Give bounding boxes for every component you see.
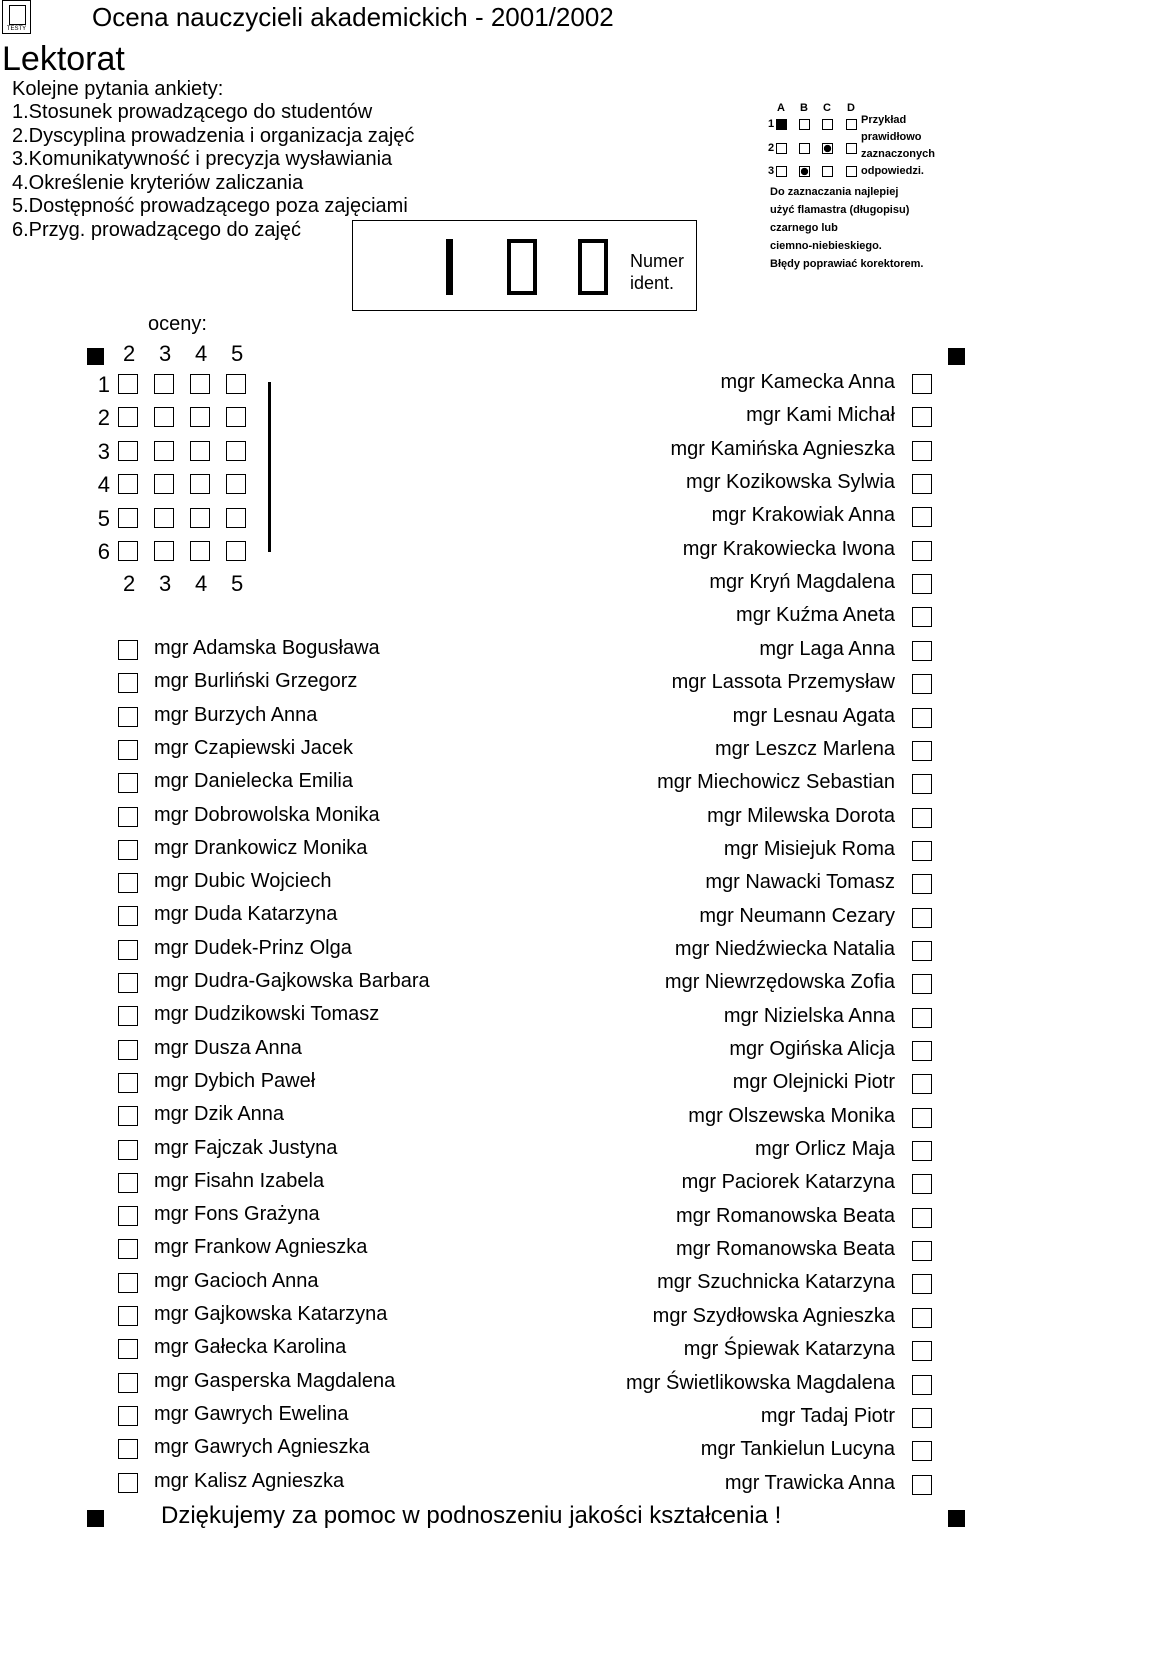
teacher-name: mgr Szuchnicka Katarzyna [657, 1271, 895, 1294]
legend-instruction: Do zaznaczania najlepiej [770, 186, 899, 198]
teacher-name: mgr Szydłowska Agnieszka [652, 1304, 895, 1327]
question-number: 5 [97, 505, 110, 531]
id-digit-3 [578, 239, 608, 295]
legend-example-text: Przykład [861, 114, 907, 126]
teacher-checkbox[interactable] [118, 873, 138, 893]
teacher-name: mgr Krakowiak Anna [711, 504, 895, 527]
teacher-name: mgr Orlicz Maja [754, 1138, 895, 1161]
grade-checkbox-q3-g5[interactable] [226, 441, 246, 461]
teacher-name: mgr Niedźwiecka Natalia [674, 937, 895, 960]
teacher-name: mgr Dzik Anna [154, 1103, 285, 1126]
teacher-name: mgr Romanowska Beata [676, 1238, 895, 1261]
grade-header-top: 5 [231, 341, 244, 366]
teacher-checkbox[interactable] [912, 607, 932, 627]
legend-instruction: Błędy poprawiać korektorem. [770, 258, 924, 270]
grade-checkbox-q3-g2[interactable] [118, 441, 138, 461]
teacher-checkbox[interactable] [118, 1173, 138, 1193]
teacher-checkbox[interactable] [118, 1206, 138, 1226]
teacher-checkbox[interactable] [912, 674, 932, 694]
teacher-checkbox[interactable] [118, 940, 138, 960]
teacher-checkbox[interactable] [118, 673, 138, 693]
legend-example-checkbox [799, 143, 810, 154]
teacher-name: mgr Laga Anna [759, 637, 895, 660]
teacher-checkbox[interactable] [118, 1273, 138, 1293]
teacher-name: mgr Świetlikowska Magdalena [625, 1371, 895, 1394]
teacher-name: mgr Paciorek Katarzyna [681, 1171, 895, 1194]
legend-example-checkbox [846, 143, 857, 154]
teacher-checkbox[interactable] [912, 774, 932, 794]
question-number: 3 [97, 438, 110, 464]
form-subtitle: Lektorat [2, 40, 125, 78]
teacher-checkbox[interactable] [118, 1239, 138, 1259]
corner-marker-top-right [948, 348, 965, 365]
grade-checkbox-q4-g4[interactable] [190, 474, 210, 494]
grade-header-bottom: 5 [231, 571, 244, 596]
legend-example-checkbox [822, 166, 833, 177]
id-number-box [352, 220, 697, 311]
question-number: 6 [97, 539, 110, 564]
legend-example-checkbox [799, 166, 810, 177]
teacher-checkbox[interactable] [118, 1473, 138, 1493]
teacher-checkbox[interactable] [118, 840, 138, 860]
question-number: 2 [97, 405, 110, 431]
teacher-checkbox[interactable] [912, 1308, 932, 1328]
teacher-name: mgr Dobrowolska Monika [154, 803, 380, 826]
teacher-name: mgr Dybich Paweł [154, 1069, 316, 1092]
teacher-name: mgr Tankielun Lucyna [700, 1438, 895, 1461]
form-title: Ocena nauczycieli akademickich - 2001/2002 [92, 2, 614, 32]
teacher-checkbox[interactable] [912, 1008, 932, 1028]
teacher-checkbox[interactable] [118, 807, 138, 827]
teacher-name: mgr Romanowska Beata [676, 1204, 895, 1227]
teacher-checkbox[interactable] [912, 1274, 932, 1294]
grade-checkbox-q2-g5[interactable] [226, 407, 246, 427]
legend-instruction: ciemno-niebieskiego. [770, 240, 882, 252]
marking-legend [768, 102, 968, 287]
id-label: Numer ident. [630, 251, 685, 293]
teacher-name: mgr Duda Katarzyna [154, 903, 338, 926]
teacher-name: mgr Gajkowska Katarzyna [154, 1303, 388, 1325]
grade-header-bottom: 4 [195, 571, 208, 596]
teacher-checkbox[interactable] [912, 574, 932, 594]
teacher-checkbox[interactable] [118, 740, 138, 760]
legend-example-text: zaznaczonych [861, 148, 935, 160]
grade-checkbox-q2-g3[interactable] [154, 407, 174, 427]
teacher-checkbox[interactable] [912, 541, 932, 561]
teacher-name: mgr Dudzikowski Tomasz [154, 1003, 380, 1026]
grade-checkbox-q6-g2[interactable] [118, 541, 138, 561]
question-item: 3.Komunikatywność i precyzja wysławiania [12, 148, 393, 171]
teacher-name: mgr Frankow Agnieszka [154, 1236, 368, 1259]
grades-label: oceny: [148, 313, 207, 335]
teacher-checkbox[interactable] [118, 906, 138, 926]
grade-header-top: 3 [159, 341, 172, 366]
legend-example-text: odpowiedzi. [861, 165, 924, 177]
question-item: 1.Stosunek prowadzącego do studentów [12, 101, 373, 123]
teacher-name: mgr Nawacki Tomasz [705, 871, 895, 894]
question-item: 5.Dostępność prowadzącego poza zajęciami [12, 195, 408, 218]
teacher-checkbox[interactable] [912, 1375, 932, 1395]
teacher-name: mgr Burzych Anna [154, 703, 318, 726]
corner-marker-bottom-left [87, 1510, 104, 1527]
teacher-name: mgr Kozikowska Sylwia [686, 471, 895, 494]
teacher-checkbox[interactable] [118, 1306, 138, 1326]
teacher-name: mgr Kami Michał [746, 404, 895, 427]
teacher-checkbox[interactable] [118, 640, 138, 660]
teacher-name: mgr Nizielska Anna [723, 1004, 895, 1027]
testy-logo [2, 0, 31, 34]
grade-checkbox-q4-g5[interactable] [226, 474, 246, 494]
grade-checkbox-q1-g4[interactable] [190, 374, 210, 394]
teacher-name: mgr Gawrych Agnieszka [154, 1436, 370, 1459]
teacher-checkbox[interactable] [912, 708, 932, 728]
teacher-name: mgr Milewska Dorota [707, 804, 895, 827]
teacher-name: mgr Neumann Cezary [699, 904, 895, 927]
grade-checkbox-q2-g2[interactable] [118, 407, 138, 427]
legend-row-number: 2 [768, 142, 775, 154]
grade-checkbox-q3-g4[interactable] [190, 441, 210, 461]
teacher-checkbox[interactable] [912, 441, 932, 461]
teacher-checkbox[interactable] [118, 973, 138, 993]
teacher-name: mgr Dudra-Gajkowska Barbara [154, 970, 430, 992]
teacher-name: mgr Czapiewski Jacek [154, 736, 353, 759]
teacher-checkbox[interactable] [912, 407, 932, 427]
legend-instruction: użyć flamastra (długopisu) [770, 204, 910, 216]
teacher-checkbox[interactable] [118, 1073, 138, 1093]
teacher-checkbox[interactable] [912, 1074, 932, 1094]
grade-checkbox-q5-g4[interactable] [190, 508, 210, 528]
teacher-checkbox[interactable] [912, 374, 932, 394]
teacher-checkbox[interactable] [118, 1406, 138, 1426]
teacher-name: mgr Śpiewak Katarzyna [683, 1338, 895, 1361]
legend-example-checkbox [776, 119, 787, 130]
grade-checkbox-q1-g2[interactable] [118, 374, 138, 394]
teacher-name: mgr Dubic Wojciech [154, 870, 332, 893]
teacher-name: mgr Fisahn Izabela [154, 1169, 325, 1192]
teacher-name: mgr Olszewska Monika [688, 1104, 895, 1127]
teacher-checkbox[interactable] [912, 1174, 932, 1194]
teacher-name: mgr Danielecka Emilia [154, 770, 353, 793]
teacher-name: mgr Kalisz Agnieszka [154, 1469, 345, 1492]
teacher-name: mgr Dusza Anna [154, 1036, 302, 1059]
legend-example-checkbox [776, 166, 787, 177]
legend-example-checkbox [846, 166, 857, 177]
grade-checkbox-q5-g5[interactable] [226, 508, 246, 528]
teacher-checkbox[interactable] [912, 1041, 932, 1061]
teacher-name: mgr Gałecka Karolina [154, 1336, 347, 1359]
teacher-name: mgr Miechowicz Sebastian [657, 771, 895, 794]
teacher-name: mgr Tadaj Piotr [760, 1404, 895, 1427]
teacher-checkbox[interactable] [912, 941, 932, 961]
question-item: 4.Określenie kryteriów zaliczania [12, 171, 304, 194]
question-number: 4 [97, 472, 110, 498]
grade-header-bottom: 3 [159, 571, 172, 596]
teacher-name: mgr Drankowicz Monika [154, 836, 368, 859]
legend-instruction: czarnego lub [770, 222, 838, 234]
grade-checkbox-q4-g2[interactable] [118, 474, 138, 494]
teacher-name: mgr Lassota Przemysław [671, 671, 895, 694]
teacher-checkbox[interactable] [912, 874, 932, 894]
grade-checkbox-q3-g3[interactable] [154, 441, 174, 461]
grade-checkbox-q6-g4[interactable] [190, 541, 210, 561]
teacher-checkbox[interactable] [912, 974, 932, 994]
questions-intro: Kolejne pytania ankiety: [12, 78, 224, 100]
teacher-name: mgr Kamińska Agnieszka [670, 437, 895, 460]
document-icon [9, 5, 26, 25]
teacher-name: mgr Misiejuk Roma [723, 837, 895, 860]
legend-example-checkbox [799, 119, 810, 130]
grade-checkbox-q2-g4[interactable] [190, 407, 210, 427]
legend-letter: A [777, 102, 785, 114]
teacher-checkbox[interactable] [118, 1439, 138, 1459]
grade-checkbox-q6-g5[interactable] [226, 541, 246, 561]
teacher-name: mgr Kamecka Anna [720, 371, 895, 393]
legend-example-checkbox [822, 119, 833, 130]
teacher-name: mgr Ogińska Alicja [729, 1038, 895, 1060]
teacher-name: mgr Gawrych Ewelina [154, 1402, 349, 1425]
grade-checkbox-q5-g2[interactable] [118, 508, 138, 528]
grade-checkbox-q1-g5[interactable] [226, 374, 246, 394]
teacher-checkbox[interactable] [912, 641, 932, 661]
teacher-checkbox[interactable] [912, 1208, 932, 1228]
teacher-checkbox[interactable] [118, 707, 138, 727]
thank-you-note: Dziękujemy za pomoc w podnoszeniu jakości kształcenia ! [161, 1502, 782, 1529]
grade-checkbox-q6-g3[interactable] [154, 541, 174, 561]
teacher-checkbox[interactable] [912, 1241, 932, 1261]
grade-checkbox-q5-g3[interactable] [154, 508, 174, 528]
logo-caption: TESTY [6, 26, 27, 32]
teacher-name: mgr Gasperska Magdalena [154, 1369, 396, 1392]
grade-header-top: 2 [123, 341, 136, 366]
id-digit-2 [507, 239, 537, 295]
teacher-checkbox[interactable] [912, 1141, 932, 1161]
teacher-checkbox[interactable] [912, 1341, 932, 1361]
corner-marker-bottom-right [948, 1510, 965, 1527]
grid-divider-line [268, 382, 271, 552]
teacher-name: mgr Trawicka Anna [724, 1471, 895, 1494]
teacher-checkbox[interactable] [912, 507, 932, 527]
teacher-checkbox[interactable] [912, 1108, 932, 1128]
teacher-checkbox[interactable] [912, 908, 932, 928]
teacher-checkbox[interactable] [118, 1106, 138, 1126]
grade-header-bottom: 2 [123, 571, 136, 596]
teacher-checkbox[interactable] [912, 1408, 932, 1428]
legend-example-checkbox [822, 143, 833, 154]
teacher-name: mgr Olejnicki Piotr [732, 1071, 895, 1094]
legend-row-number: 1 [768, 118, 775, 130]
id-digit-1 [435, 239, 465, 295]
teacher-name: mgr Kuźma Aneta [736, 604, 895, 627]
grade-checkbox-q1-g3[interactable] [154, 374, 174, 394]
legend-row-number: 3 [768, 165, 775, 177]
teacher-name: mgr Gacioch Anna [154, 1269, 319, 1292]
corner-marker-top-left [87, 348, 104, 365]
legend-letter: B [800, 102, 808, 114]
teacher-name: mgr Leszcz Marlena [714, 737, 895, 760]
teacher-name: mgr Dudek-Prinz Olga [154, 936, 352, 959]
grade-checkbox-q4-g3[interactable] [154, 474, 174, 494]
legend-example-checkbox [846, 119, 857, 130]
teacher-checkbox[interactable] [118, 1040, 138, 1060]
grade-header-top: 4 [195, 341, 208, 366]
legend-letter: C [823, 102, 831, 114]
teacher-checkbox[interactable] [912, 741, 932, 761]
question-item: 2.Dyscyplina prowadzenia i organizacja zajęć [12, 124, 415, 147]
teacher-name: mgr Adamska Bogusława [154, 637, 380, 659]
teacher-name: mgr Kryń Magdalena [709, 571, 895, 594]
teacher-checkbox[interactable] [118, 1339, 138, 1359]
teacher-checkbox[interactable] [912, 1441, 932, 1461]
teacher-checkbox[interactable] [118, 1140, 138, 1160]
legend-example-text: prawidłowo [861, 131, 922, 143]
teacher-checkbox[interactable] [118, 1373, 138, 1393]
teacher-checkbox[interactable] [118, 1006, 138, 1026]
question-number: 1 [97, 372, 110, 397]
legend-example-checkbox [776, 143, 787, 154]
legend-letter: D [847, 102, 855, 114]
teacher-checkbox[interactable] [912, 1475, 932, 1495]
teacher-checkbox[interactable] [912, 808, 932, 828]
teacher-name: mgr Lesnau Agata [732, 704, 895, 727]
teacher-checkbox[interactable] [118, 773, 138, 793]
teacher-name: mgr Fajczak Justyna [154, 1136, 338, 1159]
teacher-checkbox[interactable] [912, 841, 932, 861]
question-item: 6.Przyg. prowadzącego do zajęć [12, 219, 302, 241]
teacher-name: mgr Burliński Grzegorz [154, 670, 358, 693]
teacher-name: mgr Fons Grażyna [154, 1203, 320, 1226]
teacher-name: mgr Niewrzędowska Zofia [664, 971, 895, 994]
teacher-checkbox[interactable] [912, 474, 932, 494]
teacher-name: mgr Krakowiecka Iwona [682, 537, 895, 560]
